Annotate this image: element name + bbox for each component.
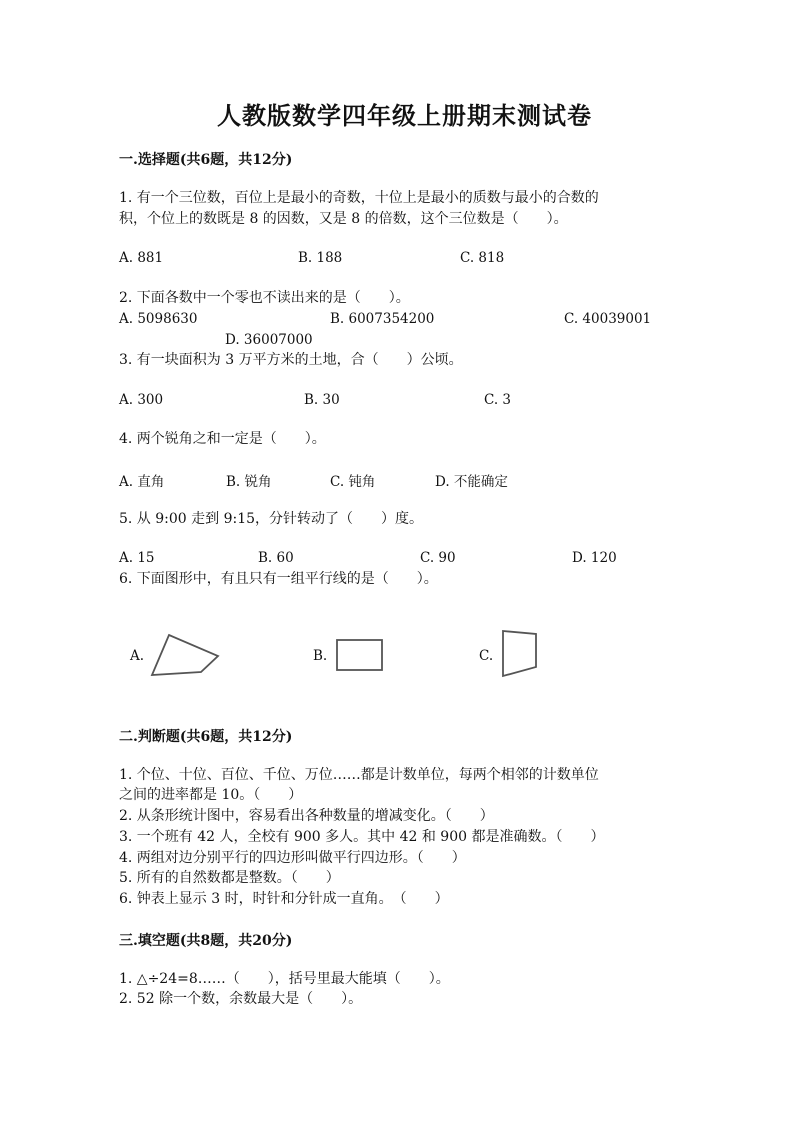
page-title: 人教版数学四年级上册期末测试卷	[217, 101, 592, 130]
q6-text: 6. 下面图形中，有且只有一组平行线的是（ ）。	[119, 571, 438, 587]
judge-item-5: 5. 所有的自然数都是整数。（ ）	[119, 870, 340, 886]
judge-item-2: 2. 从条形统计图中，容易看出各种数量的增减变化。（ ）	[119, 808, 494, 824]
fill-item-2: 2. 52 除一个数，余数最大是（ ）。	[119, 991, 363, 1007]
q1-line-2: 积，个位上的数既是 8 的因数，又是 8 的倍数，这个三位数是（ ）。	[119, 211, 568, 227]
q1-option-b: B. 188	[298, 250, 343, 266]
q2-option-a: A. 5098630	[119, 311, 198, 327]
q4-option-a: A. 直角	[119, 474, 165, 490]
section-3-heading: 三.填空题(共8题，共20分)	[119, 933, 293, 949]
q6-option-a-label: A.	[130, 648, 145, 664]
q5-text: 5. 从 9:00 走到 9:15，分针转动了（ ）度。	[119, 511, 424, 527]
q3-option-b: B. 30	[304, 392, 340, 408]
q2-text: 2. 下面各数中一个零也不读出来的是（ ）。	[119, 290, 410, 306]
q3-text: 3. 有一块面积为 3 万平方米的土地，合（ ）公顷。	[119, 352, 463, 368]
section-2-heading: 二.判断题(共6题，共12分)	[119, 729, 293, 745]
fill-item-1: 1. △÷24=8……（ ），括号里最大能填（ ）。	[119, 971, 450, 987]
q5-option-d: D. 120	[572, 550, 617, 566]
q5-option-b: B. 60	[258, 550, 294, 566]
q1-line-1: 1. 有一个三位数，百位上是最小的奇数，十位上是最小的质数与最小的合数的	[119, 190, 599, 206]
judge-item-3: 3. 一个班有 42 人，全校有 900 多人。其中 42 和 900 都是准确数。（ ）	[119, 829, 605, 845]
q2-option-c: C. 40039001	[564, 311, 652, 327]
section-1-heading: 一.选择题(共6题，共12分)	[119, 152, 293, 168]
q6-shape-b-rectangle	[334, 637, 386, 673]
q4-option-d: D. 不能确定	[435, 474, 508, 490]
q5-option-c: C. 90	[420, 550, 456, 566]
q1-option-c: C. 818	[460, 250, 505, 266]
q6-shape-c-trapezoid	[499, 628, 541, 680]
judge-item-1-line-1: 1. 个位、十位、百位、千位、万位……都是计数单位，每两个相邻的计数单位	[119, 767, 599, 783]
q6-option-b-label: B.	[313, 648, 328, 664]
judge-item-4: 4. 两组对边分别平行的四边形叫做平行四边形。（ ）	[119, 850, 466, 866]
q6-shape-a-quadrilateral	[148, 632, 222, 678]
q4-option-c: C. 钝角	[330, 474, 376, 490]
q4-option-b: B. 锐角	[226, 474, 272, 490]
q2-option-d: D. 36007000	[225, 332, 313, 348]
q4-text: 4. 两个锐角之和一定是（ ）。	[119, 431, 326, 447]
q6-option-c-label: C.	[479, 648, 494, 664]
q1-option-a: A. 881	[119, 250, 164, 266]
q3-option-a: A. 300	[119, 392, 164, 408]
q2-option-b: B. 6007354200	[330, 311, 435, 327]
q3-option-c: C. 3	[484, 392, 512, 408]
q5-option-a: A. 15	[119, 550, 155, 566]
judge-item-1-line-2: 之间的进率都是 10。（ ）	[119, 787, 303, 803]
judge-item-6: 6. 钟表上显示 3 时，时针和分针成一直角。 （ ）	[119, 891, 449, 907]
